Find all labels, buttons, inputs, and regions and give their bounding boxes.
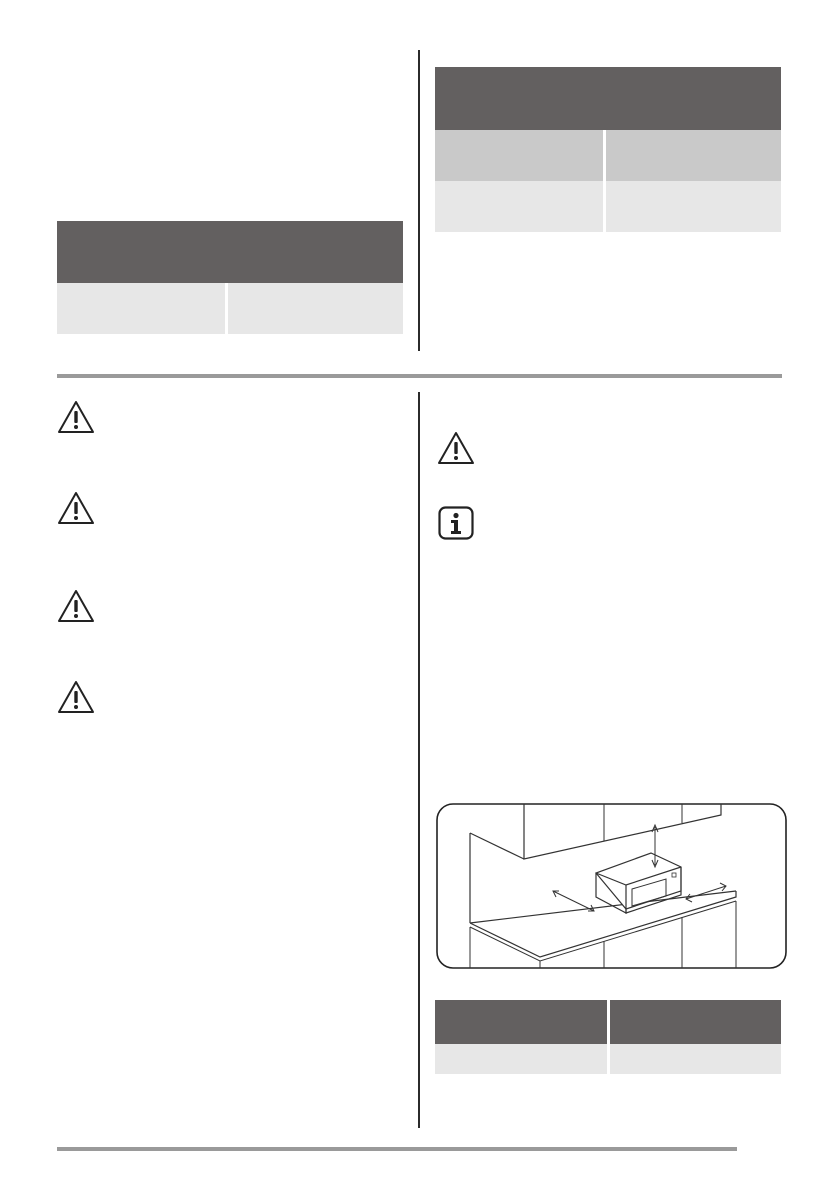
dimensions-table-header-2 — [610, 1000, 781, 1044]
right-table-cell-2 — [606, 181, 781, 232]
warning-triangle-icon — [57, 589, 95, 623]
footer-rule — [57, 1147, 737, 1151]
left-table-header — [57, 221, 403, 283]
dimensions-table-header-1 — [435, 1000, 607, 1044]
left-table-cell-1 — [57, 283, 225, 334]
dimensions-table-cell-2 — [610, 1044, 781, 1074]
right-table-header — [435, 67, 781, 130]
top-column-divider — [418, 50, 420, 351]
section-separator-rule — [57, 374, 782, 378]
left-table-cell-2 — [228, 283, 403, 334]
lower-column-divider — [418, 392, 420, 1128]
right-table-cell-1 — [435, 181, 603, 232]
right-table-subheader-2 — [606, 130, 781, 181]
warning-triangle-icon — [57, 491, 95, 525]
warning-triangle-icon — [57, 680, 95, 714]
warning-triangle-icon — [57, 400, 95, 434]
right-table-subheader-1 — [435, 130, 603, 181]
dimensions-table-cell-1 — [435, 1044, 607, 1074]
info-icon — [438, 506, 474, 540]
microwave-installation-illustration — [436, 803, 787, 969]
warning-triangle-icon — [437, 431, 475, 465]
